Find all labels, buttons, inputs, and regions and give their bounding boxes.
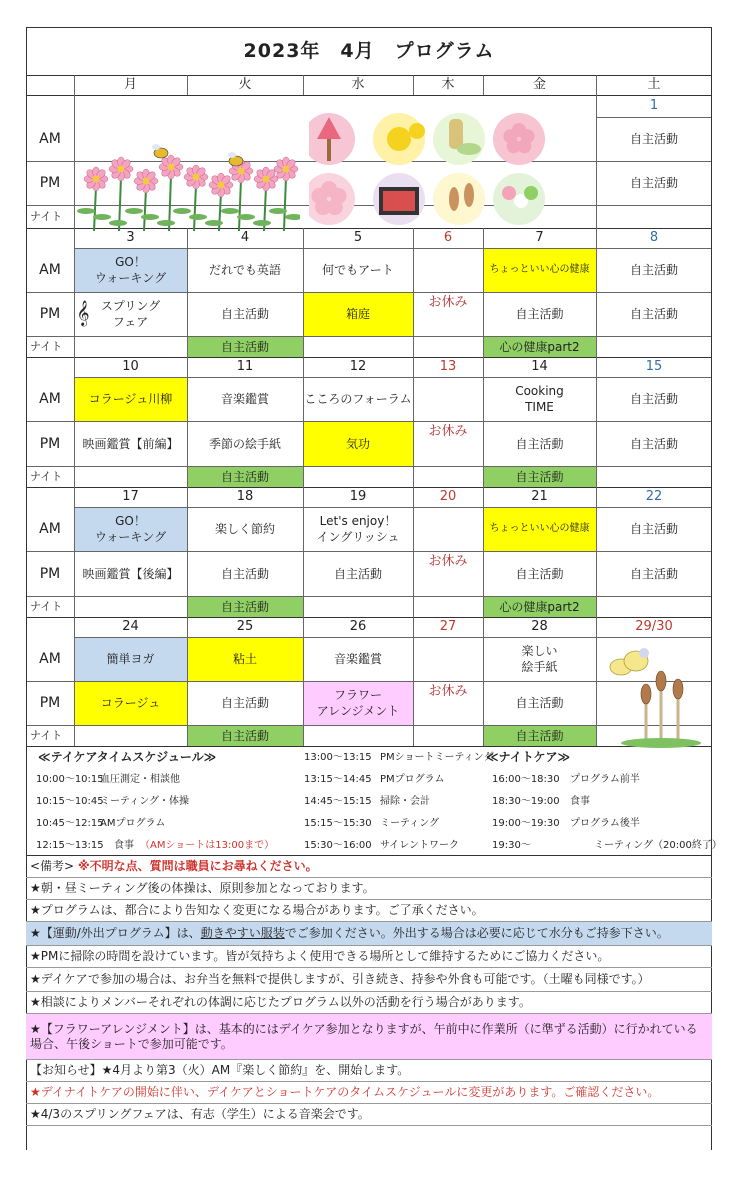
row-label-pm: PM (39, 565, 61, 582)
program-night: 自主活動 (187, 725, 303, 746)
schedule-time: 18:30〜19:00 (492, 796, 560, 807)
grid-line (596, 117, 712, 118)
grid-line (483, 487, 484, 617)
day-header-0: 月 (123, 77, 137, 92)
row-label-pm: PM (39, 695, 61, 711)
grid-line (303, 357, 304, 487)
program-night (303, 596, 413, 617)
grid-line (26, 27, 712, 28)
schedule-time: 12:15〜13:15 (36, 840, 104, 851)
holiday-cell: お休み (428, 554, 468, 569)
grid-line (74, 248, 712, 249)
note-text (30, 949, 609, 964)
day-number: 28 (531, 619, 548, 634)
note-fragment: ★プログラムは、都合により告知なく変更になる場合があります。ご了承ください。 (30, 903, 484, 917)
program-pm: 自主活動 (333, 566, 382, 581)
note-text (30, 1107, 370, 1122)
note-fragment: ★朝・昼ミーティング後の体操は、原則参加となっております。 (30, 881, 375, 895)
schedule-time: 10:15〜10:45 (36, 796, 104, 807)
note-line (26, 856, 712, 878)
program-am: 簡単ヨガ (74, 637, 187, 681)
day-number: 24 (122, 619, 139, 634)
note-fragment: でご参加ください。外出する場合は必要に応じて水分もご持参下さい。 (284, 926, 669, 940)
note-line (26, 878, 712, 900)
grid-line (413, 357, 414, 487)
day-header-2: 水 (351, 77, 365, 92)
program-night: 心の健康part2 (483, 596, 596, 617)
day-number: 27 (439, 619, 457, 634)
note-line (26, 1104, 712, 1126)
program-am: 粘土 (187, 637, 303, 681)
schedule-time: 13:15〜14:45 (304, 774, 372, 785)
grid-line (596, 487, 597, 617)
schedule-time: 14:45〜15:15 (304, 796, 372, 807)
program-pm: 自主活動 (220, 307, 269, 321)
schedule-time: 13:00〜13:15 (304, 752, 372, 763)
program-pm: 映画鑑賞【後編】 (82, 566, 179, 581)
note-text (30, 926, 669, 941)
grid-line (26, 357, 712, 358)
day-number: 11 (236, 359, 254, 374)
program-am: GO！ ウォーキング (74, 248, 187, 292)
program-am: 楽しく節約 (214, 522, 275, 536)
program-am: ちょっといい心の健康 (483, 507, 596, 551)
day-number: 7 (535, 230, 544, 245)
day-number: 12 (349, 359, 367, 374)
day-number: 15 (645, 359, 663, 374)
day-number: 14 (531, 359, 548, 374)
grid-line (596, 75, 597, 95)
row-label-am: AM (39, 521, 61, 537)
program-pm: スプリング フェア (100, 299, 161, 329)
schedule-activity: 掃除・会計 (380, 796, 430, 807)
program-am: 自主活動 (629, 522, 678, 536)
day-number: 19 (349, 489, 367, 504)
row-label-pm: PM (39, 306, 61, 322)
grid-line (187, 228, 188, 357)
program-night (303, 725, 413, 746)
note-fragment: 動きやすい服装 (200, 926, 285, 940)
program-night: 自主活動 (187, 336, 303, 357)
grid-line (26, 487, 712, 488)
day-header-4: 金 (532, 77, 546, 92)
note-fragment: ★【運動/外出プログラム】は、 (30, 926, 201, 940)
note-line (26, 922, 712, 946)
day-number: 18 (236, 489, 254, 504)
grid-line (26, 336, 712, 337)
grid-line (26, 95, 712, 96)
day-schedule-heading: ≪テイケアタイムスケジュール≫ (38, 750, 217, 764)
schedule-time: 19:00〜19:30 (492, 818, 560, 829)
program-night (74, 725, 187, 746)
note-fragment: ※不明な点、質問は職員にお尋ねください。 (77, 859, 318, 873)
day-number: 29/30 (635, 619, 673, 634)
program-am: ちょっといい心の健康 (483, 248, 596, 292)
day-number: 4 (240, 230, 250, 245)
schedule-activity: プログラム後半 (570, 818, 640, 829)
program-night (596, 466, 712, 487)
schedule-activity: サイレントワーク (380, 840, 460, 851)
row-label-night: ナイト (30, 469, 63, 483)
treble-clef-icon: 𝄞 (76, 301, 90, 326)
row-label-am: AM (39, 391, 61, 407)
grid-line (483, 75, 484, 95)
schedule-activity: ミーティング・体操 (100, 796, 189, 807)
program-pm: 自主活動 (515, 436, 564, 451)
cosmos-flowers-bees-illustration (76, 119, 300, 239)
note-text (30, 859, 318, 874)
day-number: 13 (439, 359, 457, 374)
day-header-5: 土 (647, 77, 661, 92)
program-night: 自主活動 (187, 466, 303, 487)
note-line (26, 946, 712, 968)
note-line (26, 968, 712, 992)
grid-line (187, 357, 188, 487)
day-number: 22 (645, 489, 663, 504)
program-pm: 映画鑑賞【前編】 (82, 436, 179, 451)
note-text (30, 1022, 708, 1052)
program-pm: 自主活動 (515, 696, 564, 710)
program-pm: 自主活動 (515, 566, 564, 581)
grid-line (413, 487, 414, 617)
note-text (30, 1063, 409, 1078)
program-pm: 気功 (303, 421, 413, 466)
grid-line (596, 357, 597, 487)
grid-line (483, 357, 484, 487)
program-pm: 自主活動 (629, 566, 678, 581)
schedule-time: 15:30〜16:00 (304, 840, 372, 851)
note-text (30, 972, 650, 987)
program-pm: 自主活動 (629, 307, 678, 321)
grid-line (187, 487, 188, 617)
program-am: 自主活動 (629, 392, 678, 406)
holiday-cell: お休み (428, 294, 468, 310)
night-schedule-heading: ≪ナイトケア≫ (486, 750, 571, 764)
note-line (26, 992, 712, 1014)
lunch-note: （AMショートは13:00まで） (140, 840, 275, 851)
program-pm: 自主活動 (629, 436, 678, 451)
program-sheet (26, 27, 722, 1150)
day-number: 26 (349, 619, 367, 634)
note-line (26, 1082, 712, 1104)
day-header-1: 火 (238, 77, 252, 92)
program-pm: 自主活動 (515, 307, 564, 321)
grid-line (26, 551, 712, 552)
grid-line (483, 228, 484, 357)
grid-line (303, 75, 304, 95)
note-fragment: ★4/3のスプリングフェアは、有志（学生）による音楽会です。 (30, 1107, 370, 1121)
row-label-night: ナイト (30, 599, 63, 613)
program-am: 楽しい 絵手紙 (521, 644, 558, 674)
grid-line (74, 637, 712, 638)
grid-line (413, 75, 414, 95)
day-header-3: 木 (441, 77, 455, 92)
note-text (30, 1085, 659, 1100)
grid-line (596, 228, 597, 357)
day-number: 10 (122, 359, 139, 374)
schedule-time: 15:15〜15:30 (304, 818, 372, 829)
note-fragment: ★デイケアで参加の場合は、お弁当を無料で提供しますが、引き続き、持参や外食も可能です。（土曜も同様です。） (30, 972, 650, 986)
day-number: 6 (443, 230, 453, 245)
program-am: 自主活動 (629, 263, 678, 277)
day-number: 8 (649, 230, 659, 245)
page-title: 2023年 4月 プログラム (243, 40, 495, 62)
row-label-night: ナイト (30, 339, 63, 353)
row-label-am: AM (39, 131, 61, 147)
row-label-night: ナイト (30, 209, 63, 223)
schedule-time: 19:30〜 (492, 840, 531, 851)
day-number: 17 (122, 489, 139, 504)
note-text (30, 995, 531, 1010)
program-pm: 箱庭 (303, 292, 413, 336)
note-fragment: ★PMに掃除の時間を設けています。皆が気持ちよく使用できる場所として維持するためにご協力ください。 (30, 949, 610, 963)
grid-line (187, 617, 188, 746)
grid-line (26, 596, 712, 597)
note-fragment: ★【フラワーアレンジメント】は、基本的にはデイケア参加となりますが、午前中に作業所（に準ずる活動）に行かれている場合、午後ショートで参加可能です。 (30, 1021, 698, 1051)
grid-line (596, 95, 597, 228)
day-number: 21 (531, 489, 548, 504)
note-fragment: 【お知らせ】★4月より第3（火）AM『楽しく節約』を、開始します。 (30, 1063, 410, 1077)
grid-line (596, 617, 597, 746)
program-night (596, 205, 712, 228)
program-pm: コラージュ (74, 681, 187, 725)
schedule-activity: PMプログラム (380, 774, 445, 785)
note-line (26, 900, 712, 922)
program-am: こころのフォーラム (304, 392, 412, 406)
program-am: GO！ ウォーキング (74, 507, 187, 551)
schedule-activity: ミーティング (380, 818, 439, 829)
program-am: 音楽鑑賞 (220, 392, 269, 406)
row-label-night: ナイト (30, 728, 63, 742)
grid-line (74, 507, 712, 508)
grid-line (413, 228, 414, 357)
day-number: 3 (126, 230, 135, 245)
row-label-pm: PM (39, 175, 61, 191)
schedule-activity: AMプログラム (100, 818, 166, 829)
grid-line (26, 75, 712, 76)
schedule-activity: 血圧測定・相談他 (100, 774, 180, 785)
program-pm: フラワー アレンジメント (303, 681, 413, 725)
program-am: 音楽鑑賞 (333, 652, 382, 666)
schedule-activity: ミーティング（20:00終了） (594, 840, 722, 851)
note-text (30, 881, 375, 896)
program-am: 自主活動 (629, 132, 678, 146)
program-am: Cooking TIME (515, 384, 564, 414)
holiday-cell: お休み (428, 683, 468, 699)
program-night: 自主活動 (483, 725, 596, 746)
row-label-pm: PM (39, 435, 61, 452)
program-pm: 自主活動 (220, 696, 269, 710)
program-am: だれでも英語 (208, 263, 281, 277)
holiday-cell: お休み (428, 424, 468, 439)
schedule-activity: 食事 (570, 796, 590, 807)
program-night: 心の健康part2 (483, 336, 596, 357)
schedule-activity: 食事 (114, 840, 134, 851)
program-am: Let's enjoy！ イングリッシュ (316, 514, 400, 544)
program-night (74, 336, 187, 357)
schedule-activity: プログラム前半 (570, 774, 640, 785)
day-number: 1 (649, 98, 659, 113)
program-night (74, 466, 187, 487)
grid-line (483, 617, 484, 746)
program-night (303, 466, 413, 487)
program-night (596, 596, 712, 617)
note-line (26, 1014, 712, 1060)
note-fragment: ★相談によりメンバーそれぞれの体調に応じたプログラム以外の活動を行う場合があります。 (30, 995, 531, 1009)
grid-line (74, 377, 712, 378)
grid-line (26, 292, 712, 293)
program-night (303, 336, 413, 357)
program-night: 自主活動 (187, 596, 303, 617)
program-am: 何でもアート (322, 263, 394, 277)
program-pm: 季節の絵手紙 (208, 436, 281, 451)
schedule-time: 10:45〜12:15 (36, 818, 104, 829)
program-pm: 自主活動 (220, 566, 269, 581)
day-number: 5 (353, 230, 363, 245)
row-label-am: AM (39, 651, 61, 667)
schedule-activity: PMショートミーティング (380, 752, 494, 763)
grid-line (26, 617, 712, 618)
note-fragment: <備考> (30, 859, 75, 873)
day-number: 25 (236, 619, 254, 634)
grid-line (303, 228, 304, 357)
program-pm: 自主活動 (629, 176, 678, 190)
schedule-time: 16:00〜18:30 (492, 774, 560, 785)
program-night (74, 596, 187, 617)
schedule-time: 10:00〜10:15 (36, 774, 104, 785)
note-fragment: ★デイナイトケアの開始に伴い、デイケアとショートケアのタイムスケジュールに変更があります。ご確認ください。 (30, 1085, 660, 1099)
note-text (30, 903, 484, 918)
grid-line (303, 487, 304, 617)
program-am: コラージュ川柳 (74, 377, 187, 421)
program-night: 自主活動 (483, 466, 596, 487)
grid-line (74, 75, 75, 746)
row-label-am: AM (39, 262, 61, 278)
spring-items-illustration (309, 109, 575, 231)
grid-line (413, 617, 414, 746)
note-line (26, 1060, 712, 1082)
program-night (596, 336, 712, 357)
butterfly-horsetail-illustration (606, 639, 706, 749)
grid-line (26, 466, 712, 467)
grid-line (303, 617, 304, 746)
grid-line (26, 421, 712, 422)
day-number: 20 (439, 489, 457, 504)
grid-line (187, 75, 188, 95)
